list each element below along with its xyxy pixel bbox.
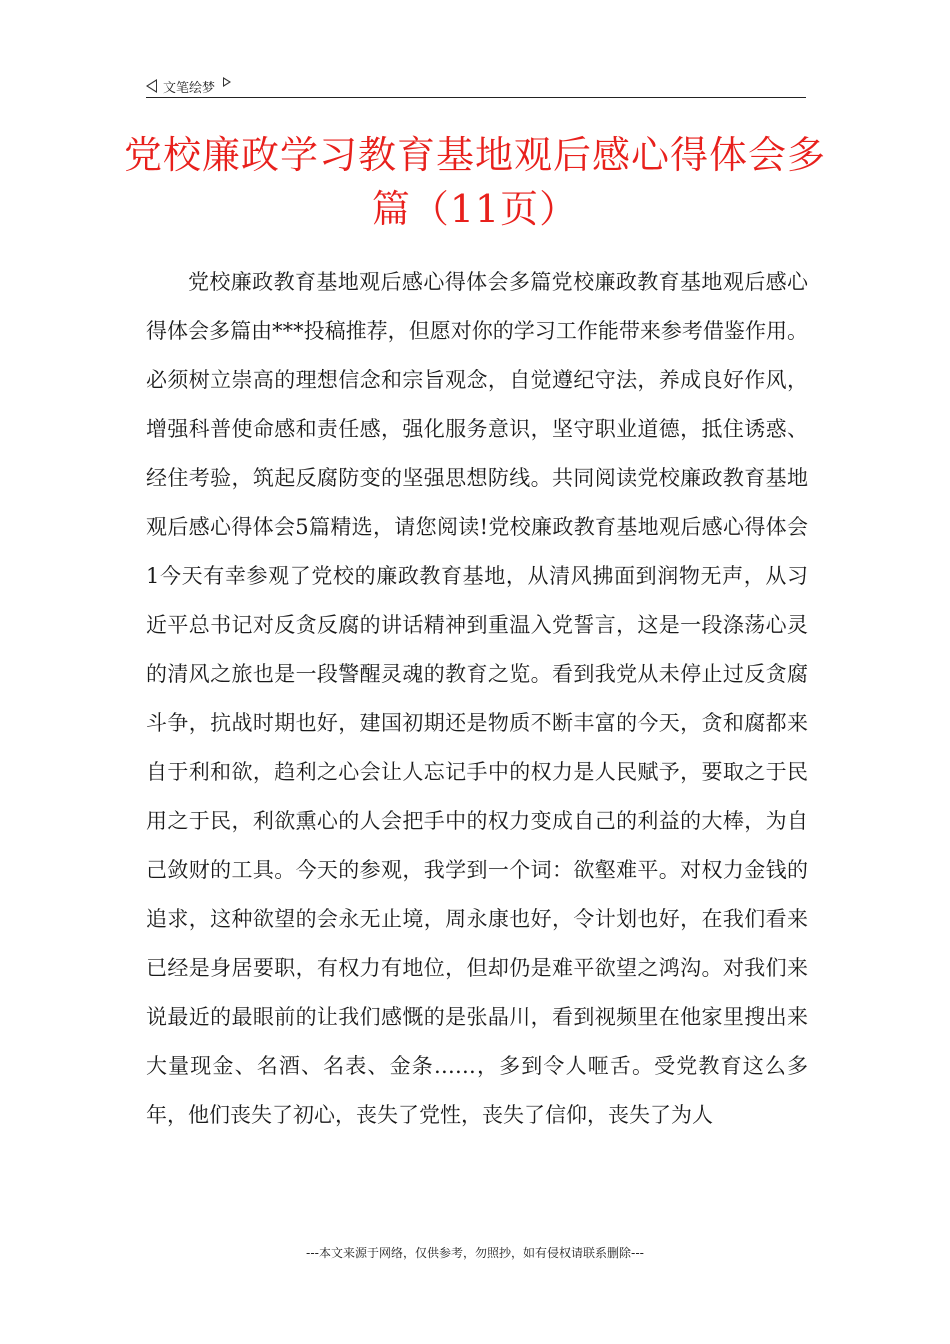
page-header bbox=[146, 74, 806, 98]
page-footer: ---本文来源于网络，仅供参考，勿照抄，如有侵权请联系删除--- bbox=[306, 1246, 644, 1260]
triangle-left-icon bbox=[146, 79, 157, 93]
document-body: 党校廉政教育基地观后感心得体会多篇党校廉政教育基地观后感心得体会多篇由***投稿推荐，但愿对你的学习工作能带来参考借鉴作用。必须树立崇高的理想信念和宗旨观念，自觉遵纪守法，养成良好作风，增强科普使命感和责任感，强化服务意识，坚守职业道德，抵住诱惑、经住考验，筑起反腐防变的坚强思想防线。共同阅读党校廉政教育基地观后感心得体会5篇精选，请您阅读!党校廉政教育基地观后感心得体会1今天有幸参观了党校的廉政教育基地，从清风拂面到润物无声，从习近平总书记对反贪反腐的讲话精神到重温入党誓言，这是一段涤荡心灵的清风之旅也是一段警醒灵魂的教育之览。看到我党从未停止过反贪腐斗争，抗战时期也好，建国初期还是物质不断丰富的今天，贪和腐都来自于利和欲，趋利之心会让人忘记手中的权力是人民赋予，要取之于民用之于民，利欲熏心的人会把手中的权力变成自己的利益的大棒，为自己敛财的工具。今天的参观，我学到一个词：欲壑难平。对权力金钱的追求，这种欲望的会永无止境，周永康也好，令计划也好，在我们看来已经是身居要职，有权力有地位，但却仍是难平欲望之鸿沟。对我们来说最近的最眼前的让我们感慨的是张晶川，看到视频里在他家里搜出来大量现金、名酒、名表、金条……，多到令人咂舌。受党教育这么多年，他们丧失了初心，丧失了党性，丧失了信仰，丧失了为人 bbox=[146, 270, 808, 1127]
document-title: 党校廉政学习教育基地观后感心得体会多篇（11页） bbox=[123, 133, 826, 231]
header-divider bbox=[146, 97, 806, 98]
triangle-right-icon bbox=[223, 77, 231, 87]
header-brand: 文笔绘梦 bbox=[163, 80, 216, 96]
